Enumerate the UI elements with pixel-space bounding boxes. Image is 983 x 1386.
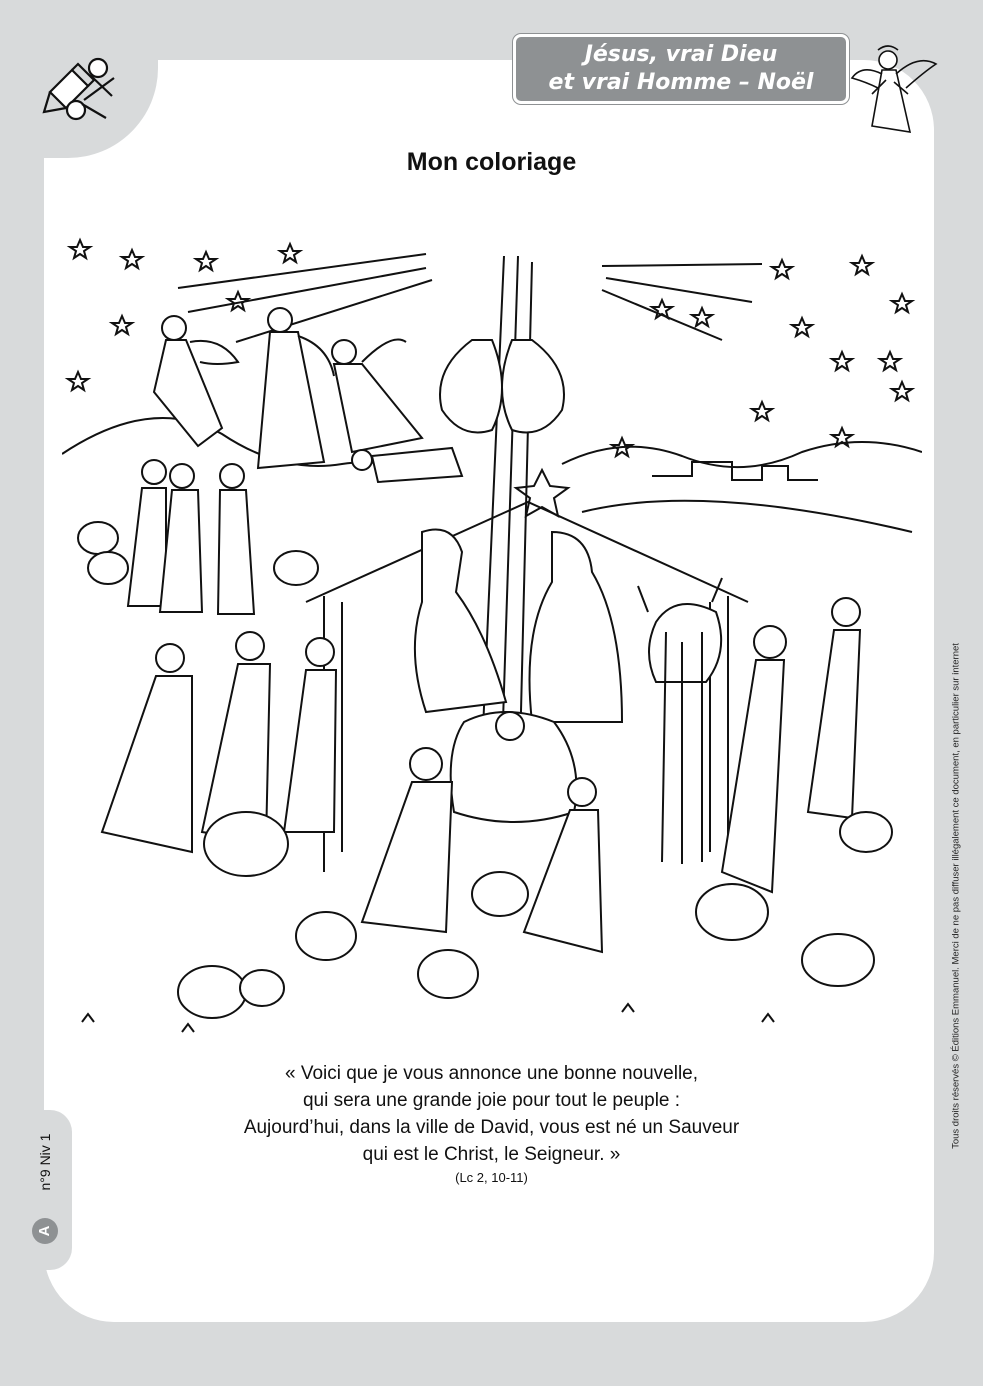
chapter-header [513,34,849,104]
page-title: Mon coloriage [406,148,577,176]
chapter-header-line2: et vrai Homme – Noël [548,70,814,95]
bible-quote [150,1060,833,1188]
issue-label: n°9 Niv 1 [37,1133,53,1191]
copyright-notice: Tous droits réservés © Éditions Emmanuel. Merci de ne pas diffuser illégalement ce document, en particulier sur internet [950,643,962,1149]
nativity-coloring-illustration [62,232,922,1040]
quote-line-1: « Voici que je vous annonce une bonne nouvelle, [284,1063,699,1084]
scissors-and-crayon-icon [42,48,122,128]
quote-line-4: qui est le Christ, le Seigneur. » [362,1144,621,1165]
quote-line-3: Aujourd’hui, dans la ville de David, vous est né un Sauveur [243,1117,740,1138]
quote-reference: (Lc 2, 10-11) [455,1170,528,1185]
level-badge: A [32,1218,58,1244]
angel-icon [848,40,940,140]
quote-line-2: qui sera une grande joie pour tout le peuple : [302,1090,681,1111]
chapter-header-line1: Jésus, vrai Dieu [584,42,778,67]
